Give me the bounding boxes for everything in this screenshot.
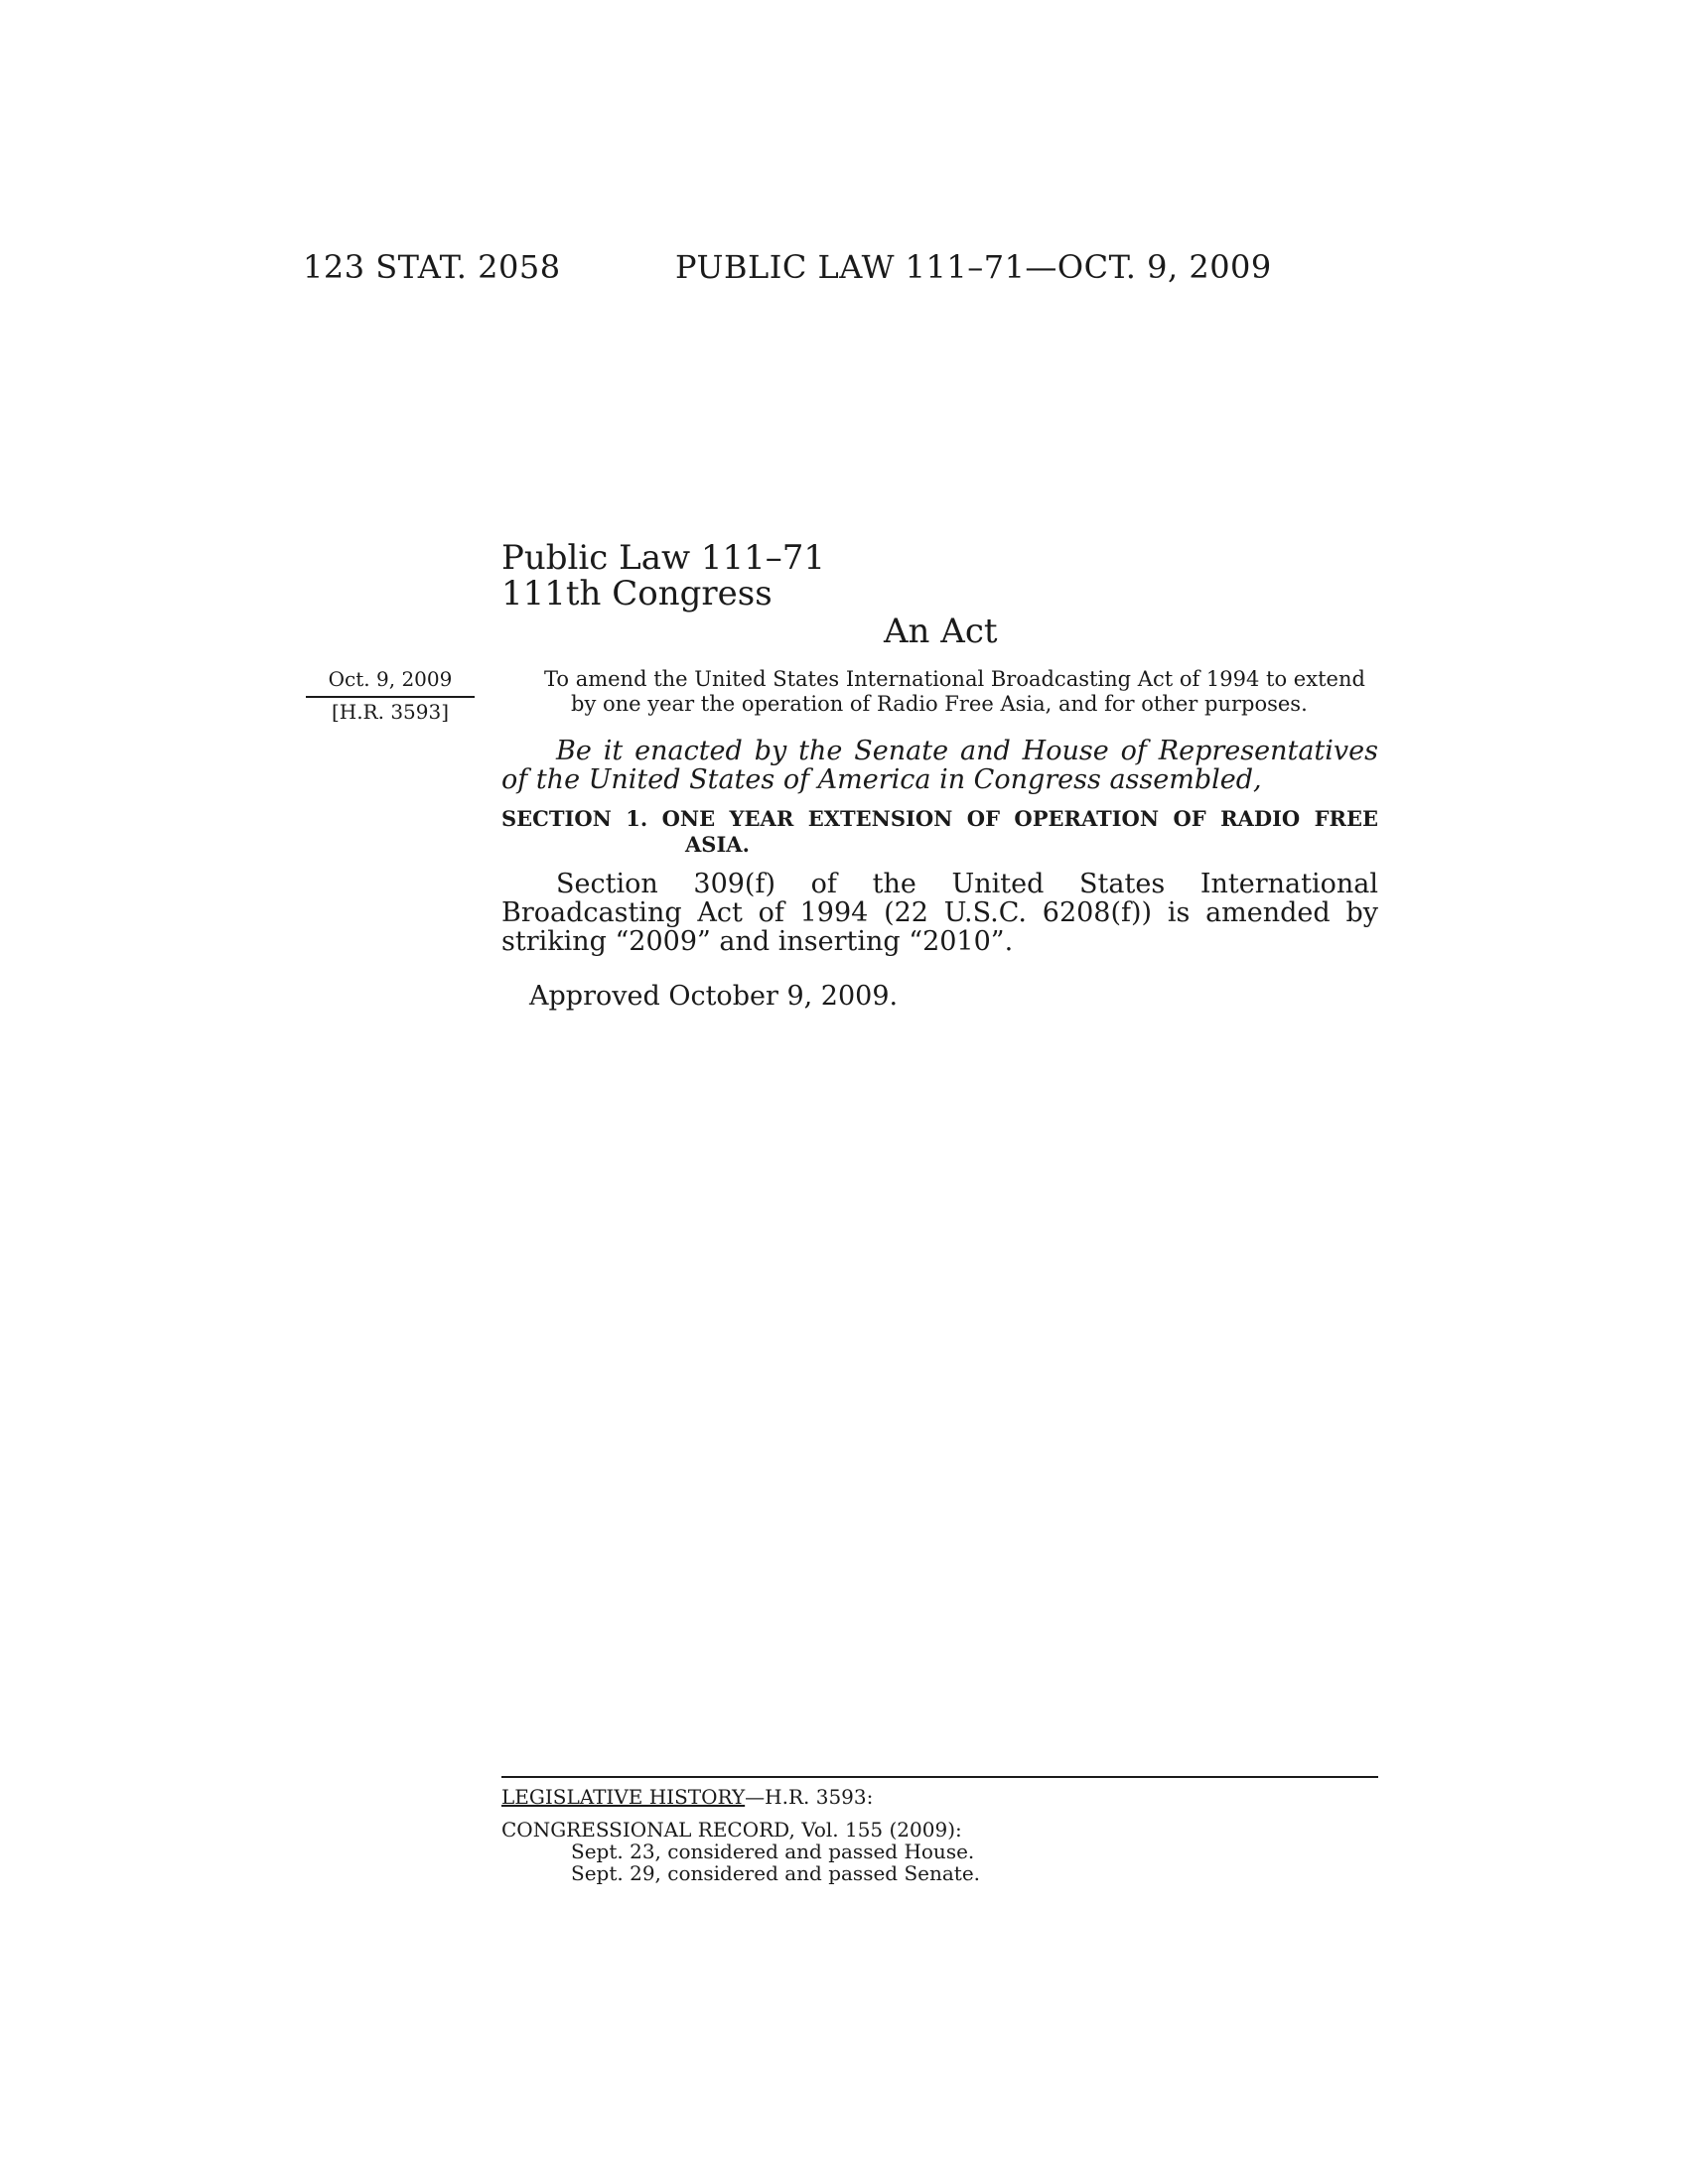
approval-date: Approved October 9, 2009. [529, 981, 899, 1012]
margin-date-note: Oct. 9, 2009 [328, 667, 453, 691]
section-heading: SECTION 1. ONE YEAR EXTENSION OF OPERATION OF RADIO FREE [501, 806, 1378, 831]
margin-bill-note: [H.R. 3593] [331, 700, 450, 724]
purpose-line-2: by one year the operation of Radio Free Asia, and for other purposes. [571, 692, 1308, 716]
congress-label: 111th Congress [501, 574, 773, 614]
senate-action-line: Sept. 29, considered and passed Senate. [571, 1861, 981, 1885]
congressional-record-line: CONGRESSIONAL RECORD, Vol. 155 (2009): [501, 1818, 962, 1842]
house-action-line: Sept. 23, considered and passed House. [571, 1840, 975, 1863]
legislative-history-bill: —H.R. 3593: [745, 1785, 874, 1809]
margin-divider [306, 696, 475, 698]
purpose-line-1: To amend the United States International Broadcasting Act of 1994 to extend [544, 667, 1365, 691]
act-heading: An Act [884, 612, 998, 651]
running-head: PUBLIC LAW 111–71—OCT. 9, 2009 [675, 248, 1272, 286]
law-title: Public Law 111–71 [501, 538, 826, 578]
footer-divider [501, 1776, 1378, 1778]
section-text: Section 309(f) of the United States International Broadcasting Act of 1994 (22 U.S.C. 6208(f)) is amended by striking “2009” and inserting “2010”. [501, 869, 1378, 957]
enacting-clause: Be it enacted by the Senate and House of Representatives of the United States of America in Congress assembled, [501, 736, 1378, 795]
section-heading-continued: ASIA. [685, 832, 750, 857]
legislative-history-label: LEGISLATIVE HISTORY [501, 1785, 746, 1809]
stat-page-number: 123 STAT. 2058 [303, 248, 561, 286]
legislative-history-heading [501, 1786, 873, 1808]
